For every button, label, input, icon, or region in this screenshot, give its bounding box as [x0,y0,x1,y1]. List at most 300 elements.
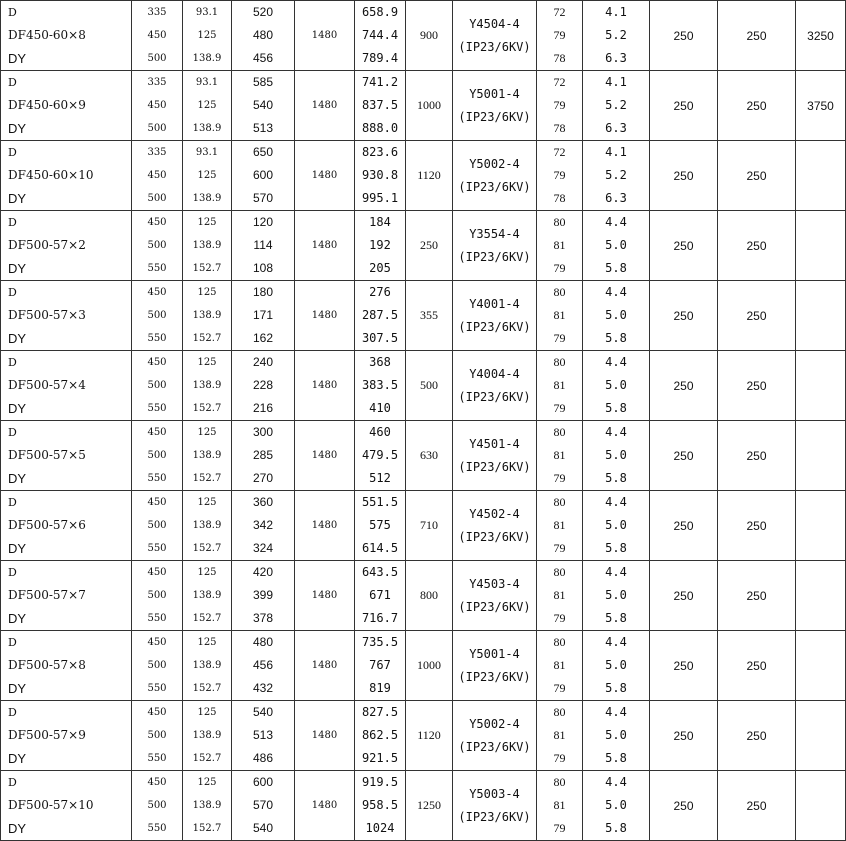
head-cell-value: 540 [252,98,274,112]
speed-cell: 1480 [295,211,355,281]
model-series-dy: DY [8,541,27,556]
flow-kgs-cell-value: 138.9 [192,800,222,811]
motor-model-cell [453,631,537,701]
head-cell [232,421,295,491]
table-row [1,561,846,631]
outlet-diameter-cell: 250 [718,1,796,71]
efficiency-cell-value: 80 [553,215,566,229]
flow-kgs-cell-value: 138.9 [192,590,222,601]
flow-m3h-cell [132,141,183,211]
motor-spec: (IP23/6KV) [458,389,531,404]
motor-power-cell: 250 [406,211,453,281]
flow-m3h-cell-value: 450 [147,427,167,438]
flow-m3h-cell [132,561,183,631]
shaft-power-cell-value: 184 [369,215,391,229]
shaft-power-cell [355,631,406,701]
npsh-cell [583,701,650,771]
motor-model-cell [453,491,537,561]
shaft-power-cell-value: 368 [369,355,391,369]
model-cell [1,1,132,71]
efficiency-cell-value: 72 [553,5,566,19]
flow-kgs-cell-value: 152.7 [192,543,222,554]
npsh-cell-value: 5.8 [605,751,627,765]
flow-m3h-cell-value: 550 [147,613,167,624]
model-series-d: D [8,636,17,649]
efficiency-cell [537,421,583,491]
flow-m3h-cell-value: 500 [147,193,167,204]
motor-power-cell: 630 [406,421,453,491]
npsh-cell-value: 5.8 [605,821,627,835]
flow-kgs-cell-value: 93.1 [195,7,219,18]
flow-kgs-cell-value: 125 [197,170,217,181]
flow-kgs-cell-value: 138.9 [192,53,222,64]
model-name: DF500-57×4 [8,378,86,392]
npsh-cell-value: 5.8 [605,401,627,415]
head-cell-value: 513 [252,728,274,742]
efficiency-cell [537,1,583,71]
efficiency-cell [537,351,583,421]
flow-m3h-cell [132,71,183,141]
outlet-diameter-cell: 250 [718,211,796,281]
head-cell-value: 585 [252,75,274,89]
shaft-power-cell-value: 862.5 [361,728,399,742]
head-cell-value: 216 [252,401,274,415]
head-cell [232,141,295,211]
npsh-cell [583,771,650,841]
motor-spec: (IP23/6KV) [458,109,531,124]
model-series-dy: DY [8,401,27,416]
head-cell-value: 228 [252,378,274,392]
shaft-power-cell-value: 512 [369,471,391,485]
flow-kgs-cell [183,491,232,561]
flow-m3h-cell-value: 500 [147,380,167,391]
head-cell-value: 456 [252,658,274,672]
npsh-cell-value: 4.4 [605,775,627,789]
model-series-d: D [8,776,17,789]
weight-cell [796,351,846,421]
npsh-cell [583,631,650,701]
flow-kgs-cell [183,351,232,421]
motor-power-cell: 1250 [406,771,453,841]
inlet-diameter-cell: 250 [650,631,718,701]
flow-m3h-cell [132,351,183,421]
model-cell [1,71,132,141]
motor-model-cell [453,421,537,491]
efficiency-cell-value: 80 [553,355,566,369]
flow-m3h-cell [132,421,183,491]
npsh-cell-value: 4.4 [605,425,627,439]
motor-model-cell [453,771,537,841]
outlet-diameter-cell: 250 [718,771,796,841]
model-series-dy: DY [8,821,27,836]
shaft-power-cell-value: 919.5 [361,775,399,789]
speed-cell: 1480 [295,491,355,561]
efficiency-cell [537,211,583,281]
flow-kgs-cell [183,631,232,701]
head-cell [232,351,295,421]
shaft-power-cell-value: 819 [369,681,391,695]
efficiency-cell-value: 79 [553,401,566,415]
model-series-d: D [8,286,17,299]
inlet-diameter-cell: 250 [650,281,718,351]
model-name: DF500-57×8 [8,658,86,672]
weight-cell [796,491,846,561]
model-name: DF500-57×3 [8,308,86,322]
head-cell-value: 520 [252,5,274,19]
motor-spec: (IP23/6KV) [458,669,531,684]
flow-m3h-cell [132,1,183,71]
flow-m3h-cell-value: 500 [147,53,167,64]
flow-kgs-cell-value: 125 [197,357,217,368]
npsh-cell-value: 4.4 [605,705,627,719]
flow-kgs-cell-value: 138.9 [192,380,222,391]
flow-kgs-cell-value: 138.9 [192,450,222,461]
efficiency-cell [537,561,583,631]
model-series-dy: DY [8,611,27,626]
flow-kgs-cell-value: 152.7 [192,263,222,274]
head-cell-value: 486 [252,751,274,765]
shaft-power-cell-value: 551.5 [361,495,399,509]
flow-kgs-cell [183,211,232,281]
efficiency-cell-value: 80 [553,285,566,299]
weight-cell [796,561,846,631]
efficiency-cell-value: 80 [553,635,566,649]
head-cell-value: 171 [252,308,274,322]
shaft-power-cell-value: 921.5 [361,751,399,765]
npsh-cell [583,561,650,631]
flow-m3h-cell [132,491,183,561]
model-series-d: D [8,566,17,579]
head-cell-value: 360 [252,495,274,509]
flow-m3h-cell-value: 500 [147,800,167,811]
inlet-diameter-cell: 250 [650,421,718,491]
head-cell [232,701,295,771]
shaft-power-cell-value: 479.5 [361,448,399,462]
head-cell-value: 342 [252,518,274,532]
model-series-d: D [8,76,17,89]
motor-model: Y4001-4 [469,296,520,311]
head-cell-value: 480 [252,635,274,649]
npsh-cell-value: 5.8 [605,611,627,625]
npsh-cell [583,491,650,561]
npsh-cell-value: 5.0 [605,588,627,602]
efficiency-cell-value: 80 [553,495,566,509]
efficiency-cell [537,631,583,701]
model-name: DF500-57×5 [8,448,86,462]
model-series-dy: DY [8,51,27,66]
model-series-d: D [8,496,17,509]
motor-power-cell: 1000 [406,71,453,141]
inlet-diameter-cell: 250 [650,71,718,141]
table-row [1,421,846,491]
model-cell [1,281,132,351]
npsh-cell-value: 5.8 [605,681,627,695]
flow-m3h-cell-value: 500 [147,660,167,671]
speed-cell: 1480 [295,281,355,351]
efficiency-cell-value: 81 [553,728,566,742]
motor-power-cell: 355 [406,281,453,351]
flow-kgs-cell [183,701,232,771]
head-cell-value: 399 [252,588,274,602]
motor-model-cell [453,281,537,351]
head-cell-value: 600 [252,775,274,789]
flow-kgs-cell [183,71,232,141]
weight-cell: 3250 [796,1,846,71]
shaft-power-cell [355,211,406,281]
model-series-d: D [8,216,17,229]
model-series-d: D [8,146,17,159]
efficiency-cell-value: 72 [553,145,566,159]
motor-power-cell: 800 [406,561,453,631]
npsh-cell-value: 4.1 [605,145,627,159]
head-cell-value: 162 [252,331,274,345]
speed-cell: 1480 [295,351,355,421]
model-name: DF500-57×9 [8,728,86,742]
npsh-cell [583,351,650,421]
motor-model: Y5002-4 [469,156,520,171]
shaft-power-cell [355,491,406,561]
model-cell [1,211,132,281]
flow-kgs-cell-value: 138.9 [192,240,222,251]
efficiency-cell-value: 79 [553,168,566,182]
npsh-cell-value: 4.4 [605,285,627,299]
shaft-power-cell-value: 888.0 [361,121,399,135]
weight-cell [796,631,846,701]
efficiency-cell-value: 79 [553,611,566,625]
inlet-diameter-cell: 250 [650,351,718,421]
flow-kgs-cell-value: 125 [197,497,217,508]
shaft-power-cell-value: 643.5 [361,565,399,579]
efficiency-cell-value: 79 [553,28,566,42]
npsh-cell-value: 5.8 [605,471,627,485]
motor-model: Y5002-4 [469,716,520,731]
shaft-power-cell [355,71,406,141]
npsh-cell-value: 5.2 [605,28,627,42]
flow-m3h-cell-value: 500 [147,310,167,321]
npsh-cell-value: 5.8 [605,261,627,275]
shaft-power-cell-value: 827.5 [361,705,399,719]
weight-cell [796,421,846,491]
head-cell-value: 650 [252,145,274,159]
motor-spec: (IP23/6KV) [458,459,531,474]
head-cell-value: 378 [252,611,274,625]
head-cell-value: 570 [252,798,274,812]
head-cell-value: 120 [252,215,274,229]
efficiency-cell-value: 79 [553,751,566,765]
efficiency-cell-value: 81 [553,658,566,672]
speed-cell: 1480 [295,701,355,771]
npsh-cell-value: 5.8 [605,541,627,555]
efficiency-cell-value: 81 [553,308,566,322]
head-cell-value: 270 [252,471,274,485]
shaft-power-cell [355,141,406,211]
inlet-diameter-cell: 250 [650,141,718,211]
npsh-cell-value: 4.4 [605,215,627,229]
model-name: DF450-60×10 [8,168,94,182]
flow-kgs-cell-value: 138.9 [192,310,222,321]
npsh-cell-value: 5.0 [605,658,627,672]
motor-spec: (IP23/6KV) [458,529,531,544]
pump-spec-table-body [1,1,846,841]
shaft-power-cell-value: 205 [369,261,391,275]
motor-model: Y4501-4 [469,436,520,451]
efficiency-cell-value: 79 [553,541,566,555]
shaft-power-cell-value: 744.4 [361,28,399,42]
npsh-cell [583,281,650,351]
model-cell [1,631,132,701]
speed-cell: 1480 [295,561,355,631]
flow-m3h-cell-value: 550 [147,753,167,764]
npsh-cell [583,421,650,491]
efficiency-cell-value: 81 [553,378,566,392]
model-cell [1,561,132,631]
head-cell [232,771,295,841]
table-row [1,141,846,211]
model-series-dy: DY [8,331,27,346]
motor-spec: (IP23/6KV) [458,739,531,754]
efficiency-cell-value: 72 [553,75,566,89]
model-series-d: D [8,6,17,19]
flow-m3h-cell-value: 335 [147,147,167,158]
shaft-power-cell-value: 995.1 [361,191,399,205]
flow-m3h-cell-value: 550 [147,823,167,834]
efficiency-cell-value: 81 [553,518,566,532]
flow-m3h-cell-value: 450 [147,30,167,41]
model-name: DF500-57×2 [8,238,86,252]
npsh-cell-value: 5.8 [605,331,627,345]
flow-kgs-cell-value: 138.9 [192,193,222,204]
flow-kgs-cell [183,561,232,631]
efficiency-cell-value: 81 [553,798,566,812]
head-cell-value: 240 [252,355,274,369]
head-cell-value: 513 [252,121,274,135]
head-cell-value: 480 [252,28,274,42]
shaft-power-cell-value: 287.5 [361,308,399,322]
flow-m3h-cell-value: 550 [147,333,167,344]
table-row [1,491,846,561]
flow-m3h-cell-value: 335 [147,77,167,88]
motor-model: Y4502-4 [469,506,520,521]
flow-m3h-cell [132,211,183,281]
shaft-power-cell-value: 930.8 [361,168,399,182]
flow-kgs-cell-value: 93.1 [195,147,219,158]
efficiency-cell-value: 81 [553,588,566,602]
motor-spec: (IP23/6KV) [458,179,531,194]
head-cell-value: 540 [252,705,274,719]
model-name: DF450-60×8 [8,28,86,42]
shaft-power-cell-value: 307.5 [361,331,399,345]
efficiency-cell [537,71,583,141]
motor-model-cell [453,1,537,71]
flow-kgs-cell-value: 138.9 [192,660,222,671]
flow-m3h-cell [132,281,183,351]
npsh-cell-value: 6.3 [605,51,627,65]
shaft-power-cell-value: 716.7 [361,611,399,625]
npsh-cell [583,211,650,281]
head-cell [232,71,295,141]
motor-power-cell: 900 [406,1,453,71]
npsh-cell-value: 4.1 [605,5,627,19]
head-cell [232,1,295,71]
shaft-power-cell-value: 575 [369,518,391,532]
motor-spec: (IP23/6KV) [458,599,531,614]
npsh-cell-value: 4.4 [605,635,627,649]
flow-kgs-cell-value: 125 [197,100,217,111]
model-series-dy: DY [8,121,27,136]
npsh-cell-value: 6.3 [605,121,627,135]
motor-model: Y3554-4 [469,226,520,241]
outlet-diameter-cell: 250 [718,491,796,561]
model-cell [1,351,132,421]
efficiency-cell-value: 79 [553,821,566,835]
shaft-power-cell-value: 614.5 [361,541,399,555]
efficiency-cell-value: 80 [553,565,566,579]
flow-m3h-cell-value: 450 [147,497,167,508]
npsh-cell [583,71,650,141]
motor-model-cell [453,561,537,631]
efficiency-cell-value: 79 [553,98,566,112]
npsh-cell-value: 5.0 [605,238,627,252]
head-cell-value: 456 [252,51,274,65]
flow-kgs-cell-value: 138.9 [192,123,222,134]
npsh-cell-value: 6.3 [605,191,627,205]
motor-spec: (IP23/6KV) [458,249,531,264]
head-cell [232,281,295,351]
shaft-power-cell-value: 958.5 [361,798,399,812]
inlet-diameter-cell: 250 [650,491,718,561]
npsh-cell-value: 5.2 [605,98,627,112]
shaft-power-cell [355,561,406,631]
head-cell [232,211,295,281]
motor-model: Y5003-4 [469,786,520,801]
inlet-diameter-cell: 250 [650,561,718,631]
shaft-power-cell [355,351,406,421]
efficiency-cell-value: 78 [553,191,566,205]
model-series-dy: DY [8,191,27,206]
shaft-power-cell-value: 823.6 [361,145,399,159]
motor-model-cell [453,141,537,211]
motor-model: Y5001-4 [469,86,520,101]
model-series-dy: DY [8,471,27,486]
table-row [1,281,846,351]
model-cell [1,701,132,771]
flow-m3h-cell-value: 550 [147,543,167,554]
motor-power-cell: 1120 [406,141,453,211]
speed-cell: 1480 [295,421,355,491]
flow-m3h-cell-value: 500 [147,123,167,134]
flow-m3h-cell-value: 450 [147,637,167,648]
flow-kgs-cell-value: 125 [197,567,217,578]
npsh-cell-value: 5.0 [605,728,627,742]
npsh-cell-value: 5.0 [605,378,627,392]
weight-cell: 3750 [796,71,846,141]
motor-spec: (IP23/6KV) [458,809,531,824]
speed-cell: 1480 [295,71,355,141]
model-cell [1,141,132,211]
outlet-diameter-cell: 250 [718,421,796,491]
head-cell-value: 600 [252,168,274,182]
flow-m3h-cell-value: 500 [147,590,167,601]
shaft-power-cell-value: 383.5 [361,378,399,392]
npsh-cell-value: 4.1 [605,75,627,89]
efficiency-cell [537,701,583,771]
npsh-cell-value: 5.0 [605,448,627,462]
flow-kgs-cell-value: 152.7 [192,753,222,764]
flow-kgs-cell [183,281,232,351]
flow-m3h-cell-value: 550 [147,683,167,694]
flow-kgs-cell-value: 152.7 [192,613,222,624]
flow-kgs-cell-value: 125 [197,287,217,298]
